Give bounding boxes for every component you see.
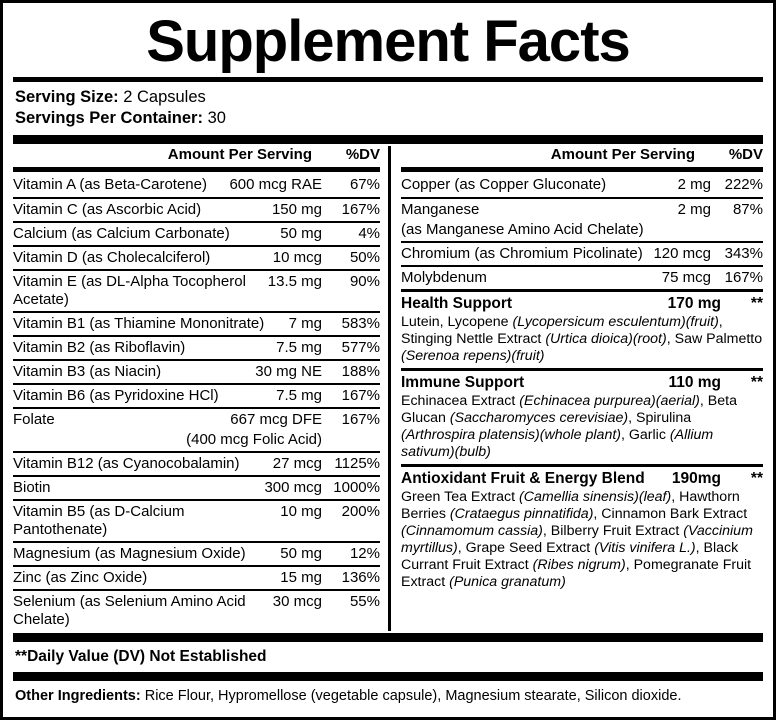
blend-header <box>401 368 763 393</box>
table-row <box>401 241 763 265</box>
table-row <box>401 197 763 221</box>
nutrient-name: Vitamin C (as Ascorbic Acid) <box>13 201 202 218</box>
nutrient-amount: 10 mg <box>280 503 322 520</box>
blend-dv: ** <box>750 295 763 312</box>
nutrient-name: Zinc (as Zinc Oxide) <box>13 569 148 586</box>
nutrient-amount: 300 mcg <box>264 479 322 496</box>
nutrient-name: Vitamin B2 (as Riboflavin) <box>13 339 186 356</box>
nutrient-amount: 50 mg <box>280 545 322 562</box>
column-header-right <box>401 146 763 165</box>
blend-header <box>401 464 763 489</box>
nutrient-name: Copper (as Copper Gluconate) <box>401 176 607 193</box>
table-row <box>401 174 763 197</box>
nutrient-amount: 30 mg NE <box>255 363 322 380</box>
nutrient-name: Chromium (as Chromium Picolinate) <box>401 245 643 262</box>
blend-name: Antioxidant Fruit & Energy Blend <box>401 470 645 487</box>
other-ingredients <box>13 683 763 708</box>
table-row <box>13 359 380 383</box>
column-header-left <box>13 146 380 165</box>
nutrient-list-left <box>13 174 380 631</box>
nutrient-name: Vitamin B1 (as Thiamine Mononitrate) <box>13 315 265 332</box>
servings-per-container-value: 30 <box>207 109 226 127</box>
other-ingredients-value: Rice Flour, Hypromellose (vegetable capsule), Magnesium stearate, Silicon dioxide. <box>140 688 682 704</box>
nutrient-name: Vitamin E (as DL-Alpha Tocopherol Acetate) <box>13 273 246 308</box>
amount-per-serving-header-right: Amount Per Serving <box>550 146 695 163</box>
nutrient-amount: 7.5 mg <box>276 387 322 404</box>
blend-list <box>401 289 763 594</box>
blend-name: Immune Support <box>401 374 525 391</box>
dv-footnote: **Daily Value (DV) Not Established <box>15 648 267 665</box>
nutrient-name: Manganese <box>401 201 480 218</box>
nutrient-name: Vitamin B6 (as Pyridoxine HCl) <box>13 387 219 404</box>
nutrient-dv: 12% <box>349 545 380 562</box>
nutrient-dv: 200% <box>341 503 380 520</box>
blend-ingredients: Echinacea Extract (Echinacea purpurea)(aerial), Beta Glucan (Saccharomyces cerevisiae), Spirulina (Arthrospira platensis)(whole plant), Garlic (Allium sativum)(bulb) <box>401 393 737 460</box>
nutrient-dv: 90% <box>349 273 380 290</box>
nutrient-dv: 1000% <box>333 479 380 496</box>
blend-name: Health Support <box>401 295 513 312</box>
facts-column-left <box>13 146 388 631</box>
table-row <box>13 335 380 359</box>
divider-left-header <box>13 167 380 172</box>
nutrient-dv: 1125% <box>334 455 380 472</box>
nutrient-sub-amount-value: (400 mcg Folic Acid) <box>186 431 322 448</box>
nutrient-amount: 667 mcg DFE <box>230 411 322 428</box>
blend-dv: ** <box>750 470 763 487</box>
nutrient-dv: 167% <box>341 201 380 218</box>
divider-other-ingredients <box>13 672 763 681</box>
nutrient-dv: 222% <box>724 176 763 193</box>
nutrient-amount: 30 mcg <box>272 593 322 610</box>
nutrient-sub-name-value: (as Manganese Amino Acid Chelate) <box>401 221 644 238</box>
nutrient-name: Folate <box>13 411 55 428</box>
blend-amount: 190mg <box>671 470 721 487</box>
serving-size-line <box>15 87 761 108</box>
facts-column-right <box>388 146 763 631</box>
nutrient-amount: 27 mcg <box>272 455 322 472</box>
nutrient-dv: 343% <box>724 245 763 262</box>
table-row <box>13 541 380 565</box>
serving-size-label: Serving Size: <box>15 88 119 106</box>
nutrient-dv: 583% <box>341 315 380 332</box>
amount-per-serving-header: Amount Per Serving <box>167 146 312 163</box>
nutrient-sub-spacer <box>13 431 186 449</box>
serving-info <box>13 84 763 133</box>
nutrient-amount: 2 mg <box>677 201 711 218</box>
nutrient-amount: 120 mcg <box>653 245 711 262</box>
nutrient-dv: 167% <box>724 269 763 286</box>
nutrient-name: Vitamin B5 (as D-Calcium Pantothenate) <box>13 503 185 538</box>
table-row <box>13 589 380 631</box>
nutrient-dv: 188% <box>341 363 380 380</box>
divider-right-header <box>401 167 763 172</box>
table-row <box>13 475 380 499</box>
nutrient-sub-amount <box>13 431 380 451</box>
nutrient-name: Biotin <box>13 479 51 496</box>
nutrient-list-right <box>401 174 763 289</box>
nutrient-name: Magnesium (as Magnesium Oxide) <box>13 545 246 562</box>
divider-footnote-top <box>13 633 763 642</box>
nutrient-amount: 13.5 mg <box>267 273 322 290</box>
nutrient-amount: 2 mg <box>677 176 711 193</box>
blend-amount: 110 mg <box>668 374 721 391</box>
table-row <box>13 197 380 221</box>
nutrient-dv: 50% <box>349 249 380 266</box>
nutrient-name: Vitamin D (as Cholecalciferol) <box>13 249 211 266</box>
table-row <box>13 311 380 335</box>
nutrient-dv: 136% <box>341 569 380 586</box>
nutrient-dv: 55% <box>349 593 380 610</box>
blend-ingredients: Green Tea Extract (Camellia sinensis)(leaf), Hawthorn Berries (Crataegus pinnatifida), Cinnamon Bark Extract (Cinnamomum cassia), Bilberry Fruit Extract (Vaccinium myrtillus), Grape Seed Extract (Vitis vinifera L.), Black Currant Fruit Extract (Ribes nigrum), Pomegranate Fruit Extract (Punica granatum) <box>401 489 753 590</box>
table-row <box>13 451 380 475</box>
nutrient-name: Molybdenum <box>401 269 487 286</box>
nutrient-amount: 600 mcg RAE <box>229 176 322 193</box>
table-row <box>13 499 380 541</box>
nutrient-dv: 167% <box>341 387 380 404</box>
serving-size-value: 2 Capsules <box>123 88 206 106</box>
nutrient-dv: 87% <box>732 201 763 218</box>
nutrient-dv: 577% <box>341 339 380 356</box>
nutrient-name: Vitamin B3 (as Niacin) <box>13 363 162 380</box>
table-row <box>13 221 380 245</box>
facts-columns <box>13 146 763 631</box>
nutrient-dv: 4% <box>358 225 380 242</box>
nutrient-name: Vitamin A (as Beta-Carotene) <box>13 176 207 193</box>
nutrient-name: Vitamin B12 (as Cyanocobalamin) <box>13 455 240 472</box>
nutrient-amount: 7 mg <box>288 315 322 332</box>
page-title: Supplement Facts <box>146 9 630 74</box>
nutrient-amount: 50 mg <box>280 225 322 242</box>
divider-serving <box>13 135 763 144</box>
nutrient-amount: 7.5 mg <box>276 339 322 356</box>
dv-header-right: %DV <box>728 146 763 163</box>
servings-per-container-label: Servings Per Container: <box>15 109 203 127</box>
table-row <box>13 174 380 197</box>
blend-dv: ** <box>750 374 763 391</box>
blend-amount: 170 mg <box>667 295 721 312</box>
divider-title <box>13 77 763 82</box>
blend-header <box>401 289 763 314</box>
nutrient-name: Selenium (as Selenium Amino Acid Chelate) <box>13 593 246 628</box>
servings-per-container-line <box>15 108 761 129</box>
nutrient-amount: 150 mg <box>271 201 322 218</box>
table-row <box>401 265 763 289</box>
table-row <box>13 383 380 407</box>
table-row <box>13 565 380 589</box>
table-row <box>13 245 380 269</box>
table-row <box>13 269 380 311</box>
nutrient-name: Calcium (as Calcium Carbonate) <box>13 225 230 242</box>
nutrient-dv: 67% <box>349 176 380 193</box>
nutrient-sub-dv <box>322 431 380 449</box>
nutrient-amount: 10 mcg <box>272 249 322 266</box>
nutrient-amount: 15 mg <box>280 569 322 586</box>
other-ingredients-label: Other Ingredients: <box>15 688 141 704</box>
dv-header: %DV <box>345 146 380 163</box>
table-row <box>13 407 380 431</box>
nutrient-sub-name <box>401 221 763 241</box>
nutrient-amount: 75 mcg <box>661 269 711 286</box>
nutrient-dv: 167% <box>341 411 380 428</box>
blend-ingredients: Lutein, Lycopene (Lycopersicum esculentum)(fruit), Stinging Nettle Extract (Urtica dioica)(root), Saw Palmetto (Serenoa repens)(fruit) <box>401 314 763 364</box>
